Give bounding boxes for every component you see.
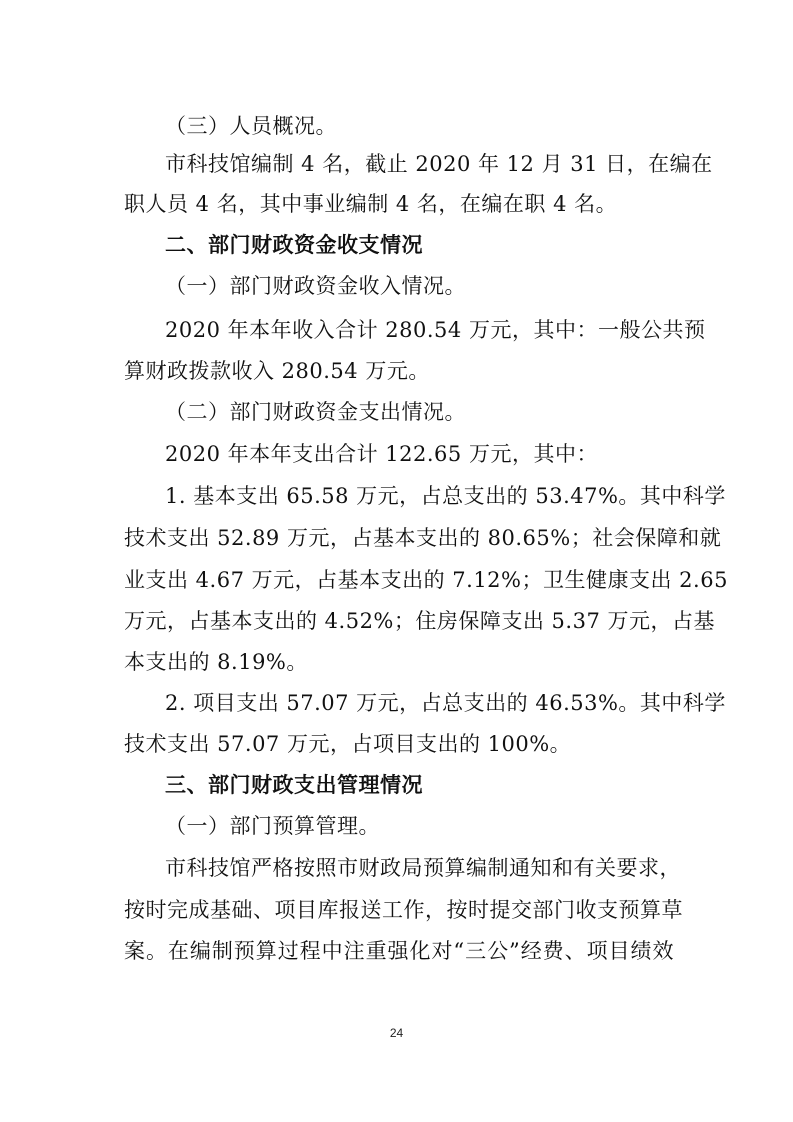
- section-heading-2: 二、部门财政资金收支情况: [165, 233, 423, 257]
- paragraph-line: 业支出 4.67 万元，占基本支出的 7.12%；卫生健康支出 2.65: [124, 568, 728, 592]
- paragraph-line: 2. 项目支出 57.07 万元，占总支出的 46.53%。其中科学: [165, 691, 726, 715]
- section-heading-3: 三、部门财政支出管理情况: [165, 773, 423, 797]
- paragraph-line: 2020 年本年收入合计 280.54 万元，其中：一般公共预: [165, 318, 706, 342]
- paragraph-line: 市科技馆严格按照市财政局预算编制通知和有关要求，: [165, 856, 681, 880]
- subheading-income: （一）部门财政资金收入情况。: [165, 274, 466, 298]
- paragraph-line: 职人员 4 名，其中事业编制 4 名，在编在职 4 名。: [124, 192, 618, 216]
- paragraph-line: 技术支出 52.89 万元，占基本支出的 80.65%；社会保障和就: [124, 526, 722, 550]
- subheading-personnel: （三）人员概况。: [165, 114, 337, 138]
- subheading-budget-management: （一）部门预算管理。: [165, 814, 380, 838]
- page-number: 24: [389, 1026, 404, 1040]
- paragraph-line: 2020 年本年支出合计 122.65 万元，其中：: [165, 442, 598, 466]
- paragraph-line: 1. 基本支出 65.58 万元，占总支出的 53.47%。其中科学: [165, 484, 726, 508]
- paragraph-line: 按时完成基础、项目库报送工作，按时提交部门收支预算草: [124, 898, 683, 922]
- paragraph-line: 本支出的 8.19%。: [124, 650, 308, 674]
- paragraph-line: 市科技馆编制 4 名，截止 2020 年 12 月 31 日，在编在: [165, 152, 713, 176]
- paragraph-line: 万元，占基本支出的 4.52%；住房保障支出 5.37 万元，占基: [124, 609, 715, 633]
- paragraph-line: 技术支出 57.07 万元，占项目支出的 100%。: [124, 732, 572, 756]
- subheading-expenditure: （二）部门财政资金支出情况。: [165, 400, 466, 424]
- paragraph-line: 算财政拨款收入 280.54 万元。: [124, 359, 430, 383]
- paragraph-line: 案。在编制预算过程中注重强化对“三公”经费、项目绩效: [124, 939, 674, 963]
